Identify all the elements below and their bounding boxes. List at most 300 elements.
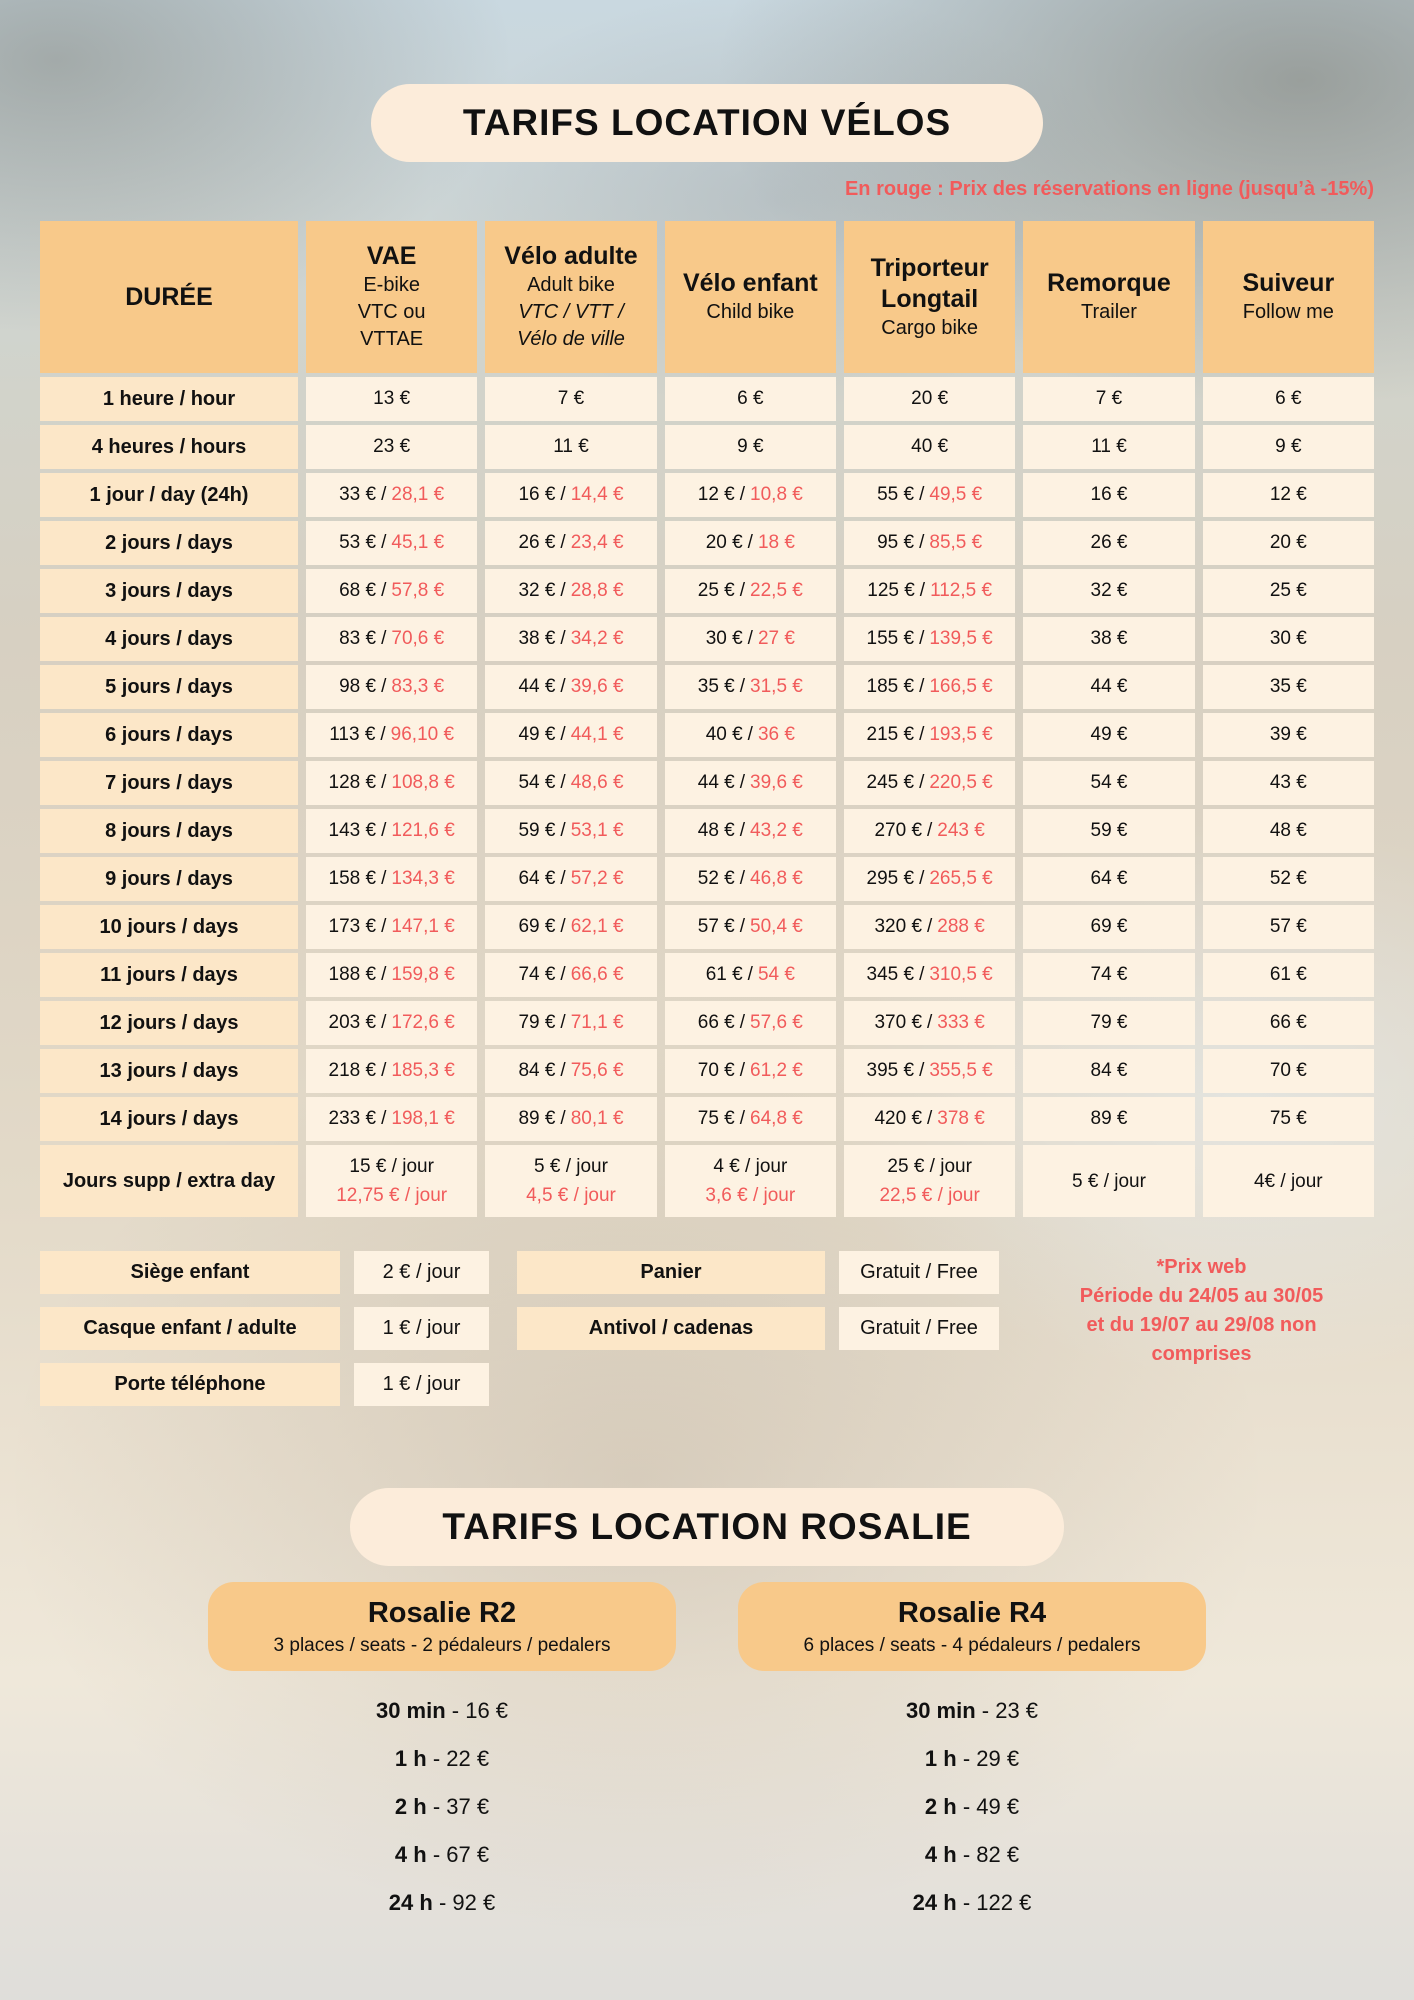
price-cell xyxy=(665,1001,836,1045)
price-standard: 89 € xyxy=(518,1108,556,1129)
price-online: 22,5 € / jour xyxy=(879,1185,980,1206)
price-online: 18 € xyxy=(757,532,795,553)
price-standard: 48 € xyxy=(697,820,735,841)
price-standard: 30 € xyxy=(1269,628,1307,649)
price-separator: / xyxy=(381,532,387,553)
rosalie-card-title: Rosalie R2 xyxy=(367,1597,517,1629)
price-cell xyxy=(665,521,836,565)
duration-cell: 11 jours / days xyxy=(40,953,298,997)
price-online: 108,8 € xyxy=(391,772,455,793)
price-separator: / xyxy=(919,868,925,889)
price-separator: / xyxy=(560,1060,566,1081)
price-separator: / xyxy=(919,484,925,505)
price-standard: 89 € xyxy=(1090,1108,1128,1129)
rosalie-price-list xyxy=(208,1687,676,1927)
price-cell xyxy=(665,617,836,661)
price-online: 185,3 € xyxy=(391,1060,455,1081)
column-header-line: Trailer xyxy=(1081,301,1137,323)
column-header-line: Vélo adulte xyxy=(504,242,638,270)
price-online: 62,1 € xyxy=(570,916,624,937)
price-online: 378 € xyxy=(937,1108,985,1129)
rosalie-price: - 67 € xyxy=(426,1842,490,1867)
price-online: 96,10 € xyxy=(390,724,455,745)
price-cell xyxy=(1203,713,1374,757)
web-price-note-line: comprises xyxy=(1151,1343,1252,1365)
price-separator: / xyxy=(739,580,746,601)
accessory-label: Casque enfant / adulte xyxy=(40,1307,340,1350)
price-standard: 32 € xyxy=(518,580,556,601)
price-standard: 79 € xyxy=(1090,1012,1128,1033)
price-cell xyxy=(306,1001,477,1045)
price-cell xyxy=(844,1049,1015,1093)
price-cell xyxy=(844,857,1015,901)
price-online: 310,5 € xyxy=(929,964,993,985)
price-cell xyxy=(485,953,656,997)
price-standard: 245 € xyxy=(866,772,915,793)
price-cell xyxy=(665,569,836,613)
price-separator: / xyxy=(747,964,753,985)
duration-cell: 13 jours / days xyxy=(40,1049,298,1093)
price-online: 31,5 € xyxy=(750,676,803,697)
rosalie-duration: 30 min xyxy=(375,1698,446,1723)
price-cell xyxy=(306,809,477,853)
price-standard: 52 € xyxy=(1269,868,1307,889)
price-standard: 9 € xyxy=(737,436,764,457)
rosalie-column xyxy=(738,1582,1206,1927)
price-cell xyxy=(306,521,477,565)
price-separator: / xyxy=(560,724,566,745)
column-header-cell xyxy=(665,221,836,373)
price-standard: 98 € xyxy=(339,676,377,697)
price-cell xyxy=(1023,1001,1194,1045)
price-separator: / xyxy=(739,676,746,697)
price-cell xyxy=(665,473,836,517)
price-separator: / xyxy=(919,580,926,601)
web-price-note-line: et du 19/07 au 29/08 non xyxy=(1086,1314,1317,1336)
price-standard: 38 € xyxy=(1090,628,1128,649)
price-standard: 25 € xyxy=(697,580,735,601)
page-title xyxy=(371,84,1043,162)
price-separator: / xyxy=(560,1108,566,1129)
price-standard: 52 € xyxy=(697,868,735,889)
rosalie-price-list xyxy=(738,1687,1206,1927)
price-standard: 11 € xyxy=(1091,436,1127,457)
rosalie-price-line xyxy=(738,1735,1206,1783)
price-separator: / xyxy=(381,628,387,649)
price-online: 166,5 € xyxy=(929,676,993,697)
duration-cell: 6 jours / days xyxy=(40,713,298,757)
price-standard: 74 € xyxy=(518,964,556,985)
price-separator: / xyxy=(381,772,387,793)
price-standard: 74 € xyxy=(1090,964,1128,985)
price-separator: / xyxy=(927,1012,933,1033)
price-cell xyxy=(1023,425,1194,469)
price-standard: 13 € xyxy=(373,388,411,409)
column-header-line: Longtail xyxy=(881,284,979,313)
duration-cell: 7 jours / days xyxy=(40,761,298,805)
price-cell xyxy=(485,377,656,421)
price-separator: / xyxy=(919,532,925,553)
price-cell xyxy=(1023,665,1194,709)
price-online: 28,8 € xyxy=(570,580,624,601)
price-cell xyxy=(1023,1145,1194,1217)
duration-cell: 5 jours / days xyxy=(40,665,298,709)
rosalie-duration: 2 h xyxy=(394,1794,427,1819)
column-header-cell xyxy=(844,221,1015,373)
price-online: 49,5 € xyxy=(929,484,983,505)
price-separator: / xyxy=(380,724,386,745)
price-cell xyxy=(485,665,656,709)
price-cell xyxy=(1203,857,1374,901)
price-online: 34,2 € xyxy=(570,628,624,649)
price-cell xyxy=(1023,1097,1194,1141)
accessory-label: Antivol / cadenas xyxy=(517,1307,825,1350)
price-standard: 20 € xyxy=(1269,532,1307,553)
price-online: 50,4 € xyxy=(750,916,803,937)
accessory-price: Gratuit / Free xyxy=(839,1307,999,1350)
price-online: 61,2 € xyxy=(750,1060,803,1081)
rosalie-price-line xyxy=(738,1831,1206,1879)
rosalie-price: - 82 € xyxy=(956,1842,1020,1867)
price-standard: 12 € xyxy=(1269,484,1307,505)
price-cell xyxy=(1203,905,1374,949)
price-standard: 54 € xyxy=(518,772,556,793)
price-standard: 61 € xyxy=(705,964,743,985)
duration-cell: 4 jours / days xyxy=(40,617,298,661)
price-standard: 49 € xyxy=(518,724,556,745)
rosalie-price-line xyxy=(208,1687,676,1735)
price-standard: 35 € xyxy=(697,676,735,697)
price-standard: 44 € xyxy=(697,772,735,793)
price-cell xyxy=(1023,953,1194,997)
price-cell xyxy=(1023,857,1194,901)
rosalie-price-line xyxy=(738,1687,1206,1735)
price-cell xyxy=(1203,473,1374,517)
price-standard: 128 € xyxy=(328,772,377,793)
price-cell xyxy=(844,809,1015,853)
price-separator: / xyxy=(739,916,746,937)
accessory-label: Porte téléphone xyxy=(40,1363,340,1406)
price-online: 172,6 € xyxy=(391,1012,455,1033)
accessory-price: 2 € / jour xyxy=(354,1251,489,1294)
price-standard: 53 € xyxy=(339,532,377,553)
rosalie-price: - 22 € xyxy=(426,1746,490,1771)
rosalie-price-line xyxy=(738,1879,1206,1927)
price-standard: 38 € xyxy=(518,628,556,649)
column-header-cell xyxy=(485,221,656,373)
price-online: 112,5 € xyxy=(930,580,993,601)
price-online: 220,5 € xyxy=(929,772,993,793)
price-cell xyxy=(485,905,656,949)
price-cell xyxy=(1203,953,1374,997)
price-standard: 270 € xyxy=(874,820,923,841)
price-standard: 32 € xyxy=(1090,580,1128,601)
price-online: 14,4 € xyxy=(570,484,624,505)
price-standard: 20 € xyxy=(911,388,949,409)
price-online: 71,1 € xyxy=(570,1012,624,1033)
price-online: 57,8 € xyxy=(391,580,445,601)
price-standard: 49 € xyxy=(1090,724,1128,745)
price-cell xyxy=(844,617,1015,661)
price-cell xyxy=(306,569,477,613)
price-standard: 33 € xyxy=(339,484,377,505)
column-header-line: VTC / VTT / xyxy=(518,301,624,323)
price-separator: / xyxy=(747,628,753,649)
price-standard: 40 € xyxy=(705,724,743,745)
rosalie-section-title xyxy=(350,1488,1063,1566)
rosalie-card-subtitle: 6 places / seats - 4 pédaleurs / pedalers xyxy=(803,1635,1141,1656)
price-separator: / xyxy=(739,1108,746,1129)
price-standard: 5 € / jour xyxy=(534,1156,608,1177)
price-cell xyxy=(1203,569,1374,613)
bike-price-table xyxy=(40,221,1374,1217)
price-separator: / xyxy=(560,628,566,649)
price-standard: 79 € xyxy=(518,1012,556,1033)
rosalie-price: - 122 € xyxy=(956,1890,1032,1915)
price-separator: / xyxy=(381,916,387,937)
column-header-line: E-bike xyxy=(363,274,421,296)
price-cell xyxy=(1023,809,1194,853)
column-header-line: VAE xyxy=(366,242,417,270)
price-cell xyxy=(665,809,836,853)
price-cell xyxy=(665,377,836,421)
price-standard: 95 € xyxy=(877,532,915,553)
column-header-line: Vélo enfant xyxy=(682,269,818,297)
price-cell xyxy=(1203,665,1374,709)
column-header-line: Remorque xyxy=(1047,269,1171,297)
price-separator: / xyxy=(739,772,746,793)
price-standard: 125 € xyxy=(867,580,915,601)
price-online: 22,5 € xyxy=(750,580,803,601)
price-online: 54 € xyxy=(757,964,795,985)
price-standard: 295 € xyxy=(866,868,915,889)
price-standard: 158 € xyxy=(328,868,377,889)
column-header-cell xyxy=(40,221,298,373)
price-standard: 7 € xyxy=(1095,388,1123,409)
price-standard: 66 € xyxy=(1269,1012,1307,1033)
price-separator: / xyxy=(560,916,566,937)
page-title-text: TARIFS LOCATION VÉLOS xyxy=(462,102,952,143)
column-header-line: Vélo de ville xyxy=(517,328,625,350)
price-cell xyxy=(306,1097,477,1141)
rosalie-price-line xyxy=(208,1735,676,1783)
price-standard: 48 € xyxy=(1269,820,1307,841)
accessory-label: Panier xyxy=(517,1251,825,1294)
price-cell xyxy=(844,761,1015,805)
price-cell xyxy=(665,857,836,901)
price-cell xyxy=(844,665,1015,709)
price-standard: 25 € xyxy=(1269,580,1307,601)
rosalie-price: - 49 € xyxy=(956,1794,1020,1819)
accessories-section xyxy=(40,1251,1374,1406)
price-online: 139,5 € xyxy=(929,628,993,649)
price-separator: / xyxy=(560,964,566,985)
price-cell xyxy=(485,569,656,613)
price-online: 46,8 € xyxy=(750,868,803,889)
price-standard: 420 € xyxy=(874,1108,923,1129)
price-separator: / xyxy=(560,580,566,601)
price-standard: 173 € xyxy=(328,916,377,937)
price-online: 43,2 € xyxy=(750,820,803,841)
price-separator: / xyxy=(927,1108,933,1129)
price-separator: / xyxy=(919,964,925,985)
price-online: 57,6 € xyxy=(750,1012,803,1033)
price-standard: 26 € xyxy=(518,532,556,553)
accessory-price: Gratuit / Free xyxy=(839,1251,999,1294)
duration-cell: 1 heure / hour xyxy=(40,377,298,421)
price-cell xyxy=(665,425,836,469)
duration-cell: 2 jours / days xyxy=(40,521,298,565)
price-online: 121,6 € xyxy=(391,820,455,841)
price-cell xyxy=(1023,617,1194,661)
price-separator: / xyxy=(381,676,387,697)
rosalie-title-text: TARIFS LOCATION ROSALIE xyxy=(442,1506,972,1547)
price-standard: 370 € xyxy=(874,1012,923,1033)
price-cell xyxy=(1023,569,1194,613)
price-separator: / xyxy=(560,676,566,697)
price-standard: 59 € xyxy=(1090,820,1128,841)
price-online: 85,5 € xyxy=(929,532,983,553)
price-standard: 143 € xyxy=(328,820,377,841)
price-cell xyxy=(665,1145,836,1217)
price-online: 198,1 € xyxy=(391,1108,455,1129)
column-header-line: Cargo bike xyxy=(881,316,979,339)
paid-accessories-table xyxy=(40,1251,489,1406)
price-cell xyxy=(306,857,477,901)
price-cell xyxy=(485,1001,656,1045)
price-standard: 155 € xyxy=(866,628,915,649)
price-cell xyxy=(665,953,836,997)
column-header-cell xyxy=(306,221,477,373)
price-cell xyxy=(665,1097,836,1141)
price-online: 39,6 € xyxy=(570,676,624,697)
price-standard: 43 € xyxy=(1269,772,1307,793)
price-standard: 57 € xyxy=(1269,916,1307,937)
price-standard: 20 € xyxy=(705,532,743,553)
column-header-line: DURÉE xyxy=(125,282,213,311)
price-standard: 69 € xyxy=(1090,916,1128,937)
price-online: 243 € xyxy=(937,820,985,841)
price-cell xyxy=(665,761,836,805)
price-standard: 44 € xyxy=(1090,676,1128,697)
free-accessories-table xyxy=(517,1251,999,1350)
price-separator: / xyxy=(381,868,387,889)
duration-cell: 3 jours / days xyxy=(40,569,298,613)
rosalie-cards-section xyxy=(40,1582,1374,1927)
price-cell xyxy=(1203,1145,1374,1217)
price-standard: 4€ / jour xyxy=(1253,1170,1323,1192)
price-standard: 233 € xyxy=(328,1108,377,1129)
price-cell xyxy=(1023,377,1194,421)
rosalie-duration: 1 h xyxy=(394,1746,427,1771)
price-standard: 57 € xyxy=(697,916,735,937)
rosalie-price-line xyxy=(208,1879,676,1927)
price-standard: 54 € xyxy=(1090,772,1128,793)
price-cell xyxy=(844,569,1015,613)
accessory-label: Siège enfant xyxy=(40,1251,340,1294)
price-standard: 64 € xyxy=(518,868,556,889)
duration-cell: 1 jour / day (24h) xyxy=(40,473,298,517)
price-separator: / xyxy=(560,868,566,889)
price-cell xyxy=(665,665,836,709)
price-online: 12,75 € / jour xyxy=(336,1185,448,1206)
price-standard: 6 € xyxy=(737,388,764,409)
price-online: 45,1 € xyxy=(391,532,445,553)
price-cell xyxy=(485,1049,656,1093)
price-standard: 12 € xyxy=(697,484,735,505)
rosalie-price-line xyxy=(208,1783,676,1831)
duration-cell: 14 jours / days xyxy=(40,1097,298,1141)
rosalie-duration: 1 h xyxy=(924,1746,957,1771)
price-standard: 70 € xyxy=(1269,1060,1307,1081)
price-separator: / xyxy=(739,484,746,505)
price-cell xyxy=(485,809,656,853)
price-cell xyxy=(485,1145,656,1217)
price-cell xyxy=(844,521,1015,565)
price-standard: 69 € xyxy=(518,916,556,937)
price-standard: 40 € xyxy=(911,436,949,457)
price-online: 83,3 € xyxy=(391,676,445,697)
price-cell xyxy=(306,1145,477,1217)
rosalie-duration: 24 h xyxy=(912,1890,957,1915)
duration-cell: Jours supp / extra day xyxy=(40,1145,298,1217)
rosalie-duration: 2 h xyxy=(924,1794,957,1819)
rosalie-price-line xyxy=(738,1783,1206,1831)
price-cell xyxy=(485,713,656,757)
price-separator: / xyxy=(927,916,933,937)
price-standard: 44 € xyxy=(518,676,556,697)
price-standard: 15 € / jour xyxy=(349,1156,434,1177)
price-standard: 35 € xyxy=(1269,676,1307,697)
price-online: 4,5 € / jour xyxy=(526,1185,616,1206)
price-cell xyxy=(1203,809,1374,853)
rosalie-duration: 4 h xyxy=(394,1842,427,1867)
price-standard: 7 € xyxy=(557,388,585,409)
price-standard: 64 € xyxy=(1090,868,1128,889)
column-header-line: VTTAE xyxy=(360,328,424,350)
price-standard: 30 € xyxy=(705,628,743,649)
rosalie-column xyxy=(208,1582,676,1927)
price-cell xyxy=(306,761,477,805)
duration-cell: 9 jours / days xyxy=(40,857,298,901)
price-separator: / xyxy=(919,724,925,745)
price-online: 80,1 € xyxy=(570,1108,624,1129)
price-cell xyxy=(1023,713,1194,757)
duration-cell: 12 jours / days xyxy=(40,1001,298,1045)
web-price-note-line: *Prix web xyxy=(1156,1256,1247,1278)
column-header-line: Adult bike xyxy=(527,274,615,296)
price-cell xyxy=(1203,425,1374,469)
price-online: 159,8 € xyxy=(391,964,455,985)
price-cell xyxy=(1023,521,1194,565)
price-cell xyxy=(844,1001,1015,1045)
price-online: 23,4 € xyxy=(570,532,624,553)
price-cell xyxy=(1023,761,1194,805)
price-online: 48,6 € xyxy=(570,772,624,793)
price-cell xyxy=(1203,761,1374,805)
price-online: 265,5 € xyxy=(929,868,993,889)
accessory-price: 1 € / jour xyxy=(354,1307,489,1350)
price-standard: 16 € xyxy=(1090,484,1128,505)
rosalie-price: - 37 € xyxy=(426,1794,490,1819)
price-standard: 395 € xyxy=(866,1060,915,1081)
price-standard: 25 € / jour xyxy=(887,1156,972,1177)
duration-cell: 10 jours / days xyxy=(40,905,298,949)
price-online: 57,2 € xyxy=(570,868,624,889)
price-standard: 68 € xyxy=(339,580,377,601)
column-header-line: Child bike xyxy=(706,301,795,323)
price-standard: 66 € xyxy=(697,1012,735,1033)
